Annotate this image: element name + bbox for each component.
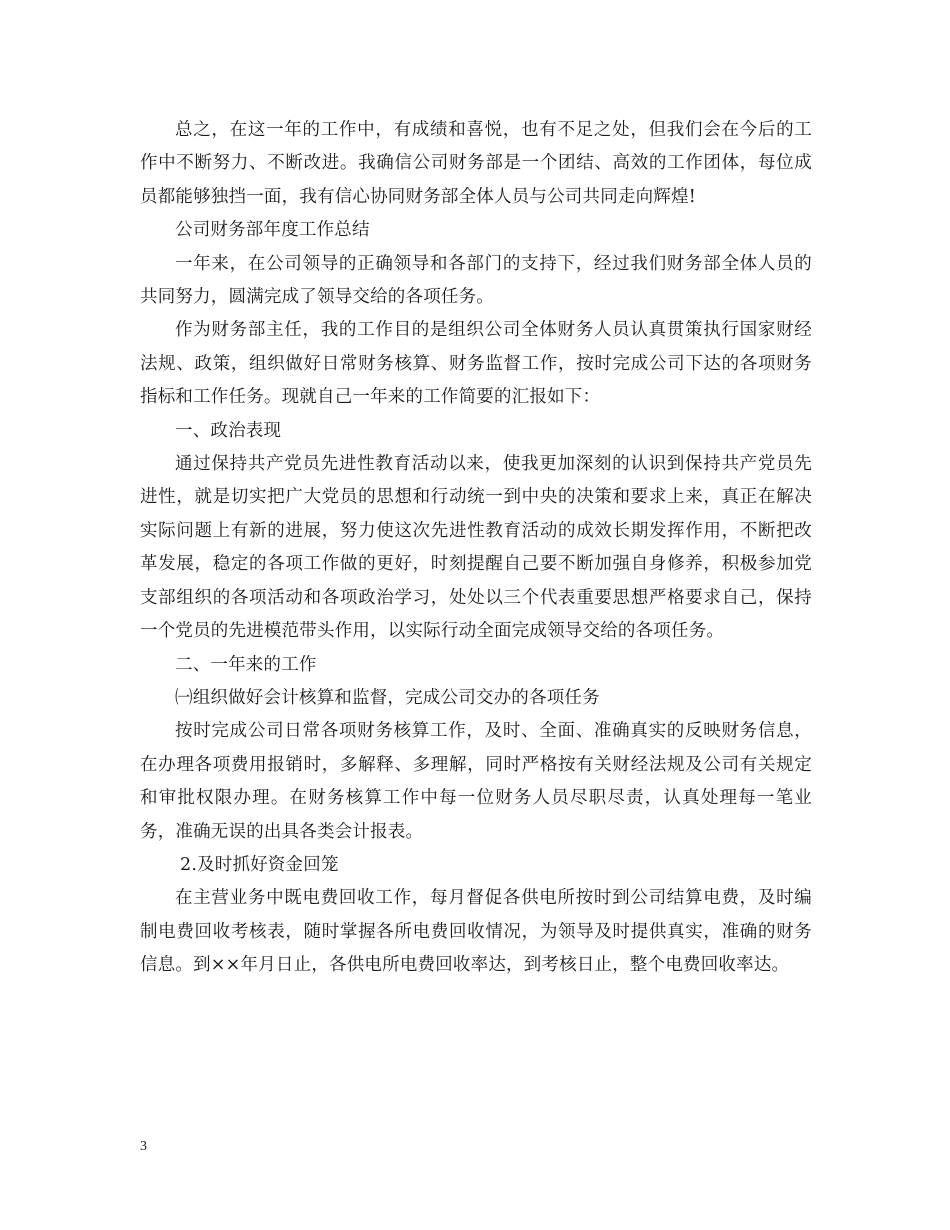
page-number: 3 bbox=[140, 1139, 147, 1154]
paragraph-accounting: 按时完成公司日常各项财务核算工作，及时、全面、准确真实的反映财务信息，在办理各项费用报销时，多解释、多理解，同时严格按有关财经法规及公司有关规定和审批权限办理。在财务核算工作中每一位财务人员尽职尽责，认真处理每一笔业务，准确无误的出具各类会计报表。 bbox=[140, 721, 812, 842]
document-body bbox=[140, 114, 812, 983]
subheading-fund-recovery: 2.及时抓好资金回笼 bbox=[180, 854, 339, 875]
paragraph-political-performance: 通过保持共产党员先进性教育活动以来，使我更加深刻的认识到保持共产党员先进性，就是切实把广大党员的思想和行动统一到中央的决策和要求上来，真正在解决实际问题上有新的进展，努力使这次先进性教育活动的成效长期发挥作用，不断把改革发展，稳定的各项工作做的更好，时刻提醒自己要不断加强自身修养，积极参加党支部组织的各项活动和各项政治学习，处处以三个代表重要思想严格要求自己，保持一个党员的先进模范带头作用，以实际行动全面完成领导交给的各项任务。 bbox=[140, 454, 812, 642]
paragraph-fund-recovery: 在主营业务中既电费回收工作，每月督促各供电所按时到公司结算电费，及时编制电费回收考核表，随时掌握各所电费回收情况，为领导及时提供真实，准确的财务信息。到××年月日止，各供电所电费回收率达，到考核日止，整个电费回收率达。 bbox=[140, 888, 812, 976]
heading-year-work: 二、一年来的工作 bbox=[175, 654, 317, 675]
paragraph-summary: 总之，在这一年的工作中，有成绩和喜悦，也有不足之处，但我们会在今后的工作中不断努力、不断改进。我确信公司财务部是一个团结、高效的工作团体，每位成员都能够独挡一面，我有信心协同财务部全体人员与公司共同走向辉煌! bbox=[140, 120, 812, 207]
paragraph-intro: 一年来，在公司领导的正确领导和各部门的支持下，经过我们财务部全体人员的共同努力，圆满完成了领导交给的各项任务。 bbox=[140, 253, 812, 308]
heading-political-performance: 一、政治表现 bbox=[175, 420, 282, 441]
paragraph-role: 作为财务部主任，我的工作目的是组织公司全体财务人员认真贯策执行国家财经法规、政策，组织做好日常财务核算、财务监督工作，按时完成公司下达的各项财务指标和工作任务。现就自己一年来的工作简要的汇报如下： bbox=[140, 320, 812, 408]
section-title: 公司财务部年度工作总结 bbox=[175, 220, 370, 241]
subheading-accounting: ㈠组织做好会计核算和监督，完成公司交办的各项任务 bbox=[175, 687, 600, 708]
